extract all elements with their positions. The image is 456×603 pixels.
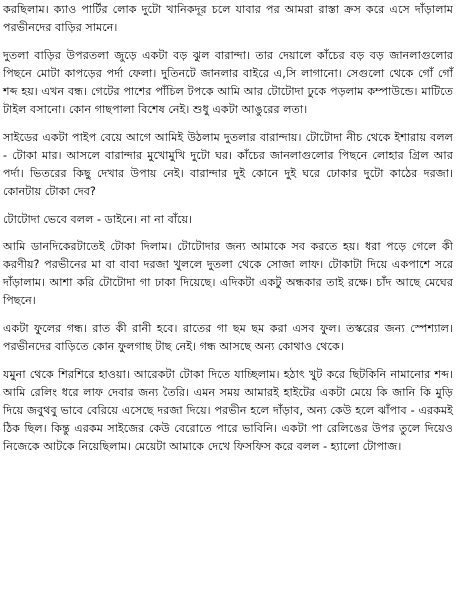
paragraph-4: টোটোদা ভেবে বলল - ডাইনে। না না বাঁয়ে।	[3, 213, 193, 226]
paragraph-3: সাইডের একটা পাইপ বেয়ে আগে আমিই উঠলাম দুতলার বারান্দায়। টোটোদা নীচ থেকে ইশারায় বলল - টোকা মার। আসলে বারান্দার মুখোমুখি দুটো ঘর। কাঁচের জানলাগুলোর পিছনে লোহার গ্রিল আর পর্দা। ভিতরের কিছু দেখার উপায় নেই। বারান্দার দুই কোনে দুই ঘরে ঢোকার দুটো কাঠের দরজা। কোনটায় টোকা দেব?	[3, 131, 453, 198]
paragraph-6: একটা ফুলের গন্ধ। রাত কী রানী হবে। রাতের গা ছম ছম করা এসব ফুল। তস্করের জন্য স্পেশ্যাল। পরভীনদের বাড়িতে কোন ফুলগাছ টাছ নেই। গন্ধ আসছে অন্য কোথাও থেকে।	[3, 322, 453, 353]
paragraph-7: যমুনা থেকে শিরশিরে হাওয়া। আরেকটা টোকা দিতে যাচ্ছিলাম। হঠাৎ খুট করে ছিটকিনি নামানোর শব্দ। আমি রেলিং ধরে লাফ দেবার জন্য তৈরি। এমন সময় আমারই হাইটের একটা মেয়ে কি জানি কি মুড়ি দিয়ে জবুথবু ভাবে বেরিয়ে এসেছে দরজা দিয়ে। পরভীন হলে দাঁড়াব, অন্য কেউ হলে ঝাঁপাব - এরকমই ঠিক ছিল। কিন্তু এরকম সাইজের কেউ বেরোতে পারে ভাবিনি। একটা পা রেলিঙের উপর তুলে দিয়েও নিজেকে আটকে নিয়েছিলাম। মেয়েটা আমাকে দেখে ফিসফিস করে বলল - হ্যালো টোপাজ।	[3, 368, 453, 453]
paragraph-5: আমি ডানদিকেরটাতেই টোকা দিলাম। টোটোদার জন্য আমাকে সব করতে হয়। ধরা পড়ে গেলে কী করণীয়? পরভীনের মা বা বাবা দরজা খুললে দুতলা থেকে সোজা লাফ। টোকাটা দিয়ে একপাশে সরে দাঁড়ালাম। আশা করি টোটোদা গা ঢাকা দিয়েছে। এদিকটা একটু অন্ধকার তাই রক্ষে। চাঁদ আছে মেঘের পিছনে।	[3, 240, 453, 307]
paragraph-2: দুতলা বাড়ির উপরতলা জুড়ে একটা বড় ঝুল বারান্দা। তার দেয়ালে কাঁচের বড় বড় জানলাগুলোর পিছনে মোটা কাপড়ের পর্দা ফেলা। দুতিনটে জানলার বাইরে এ,সি লাগানো। সেগুলো থেকে গোঁ গোঁ শব্দ হয়। এখন বন্ধ। গেটের পাশের পাঁচিল টপকে আমি আর টোটোদা ঢুকে পড়লাম কম্পাউন্ডে। মাটিতে টাইল বসানো। কোন গাছপালা বিশেষ নেই। শুধু একটা আঙুরের লতা।	[3, 49, 453, 116]
paragraph-1: করছিলাম। ক্যাও পার্টির লোক দুটো খানিকদূর চলে যাবার পর আমরা রাস্তা ক্রস করে এসে দাঁড়ালাম পরভীনদের বাড়ির সামনে।	[3, 3, 453, 34]
